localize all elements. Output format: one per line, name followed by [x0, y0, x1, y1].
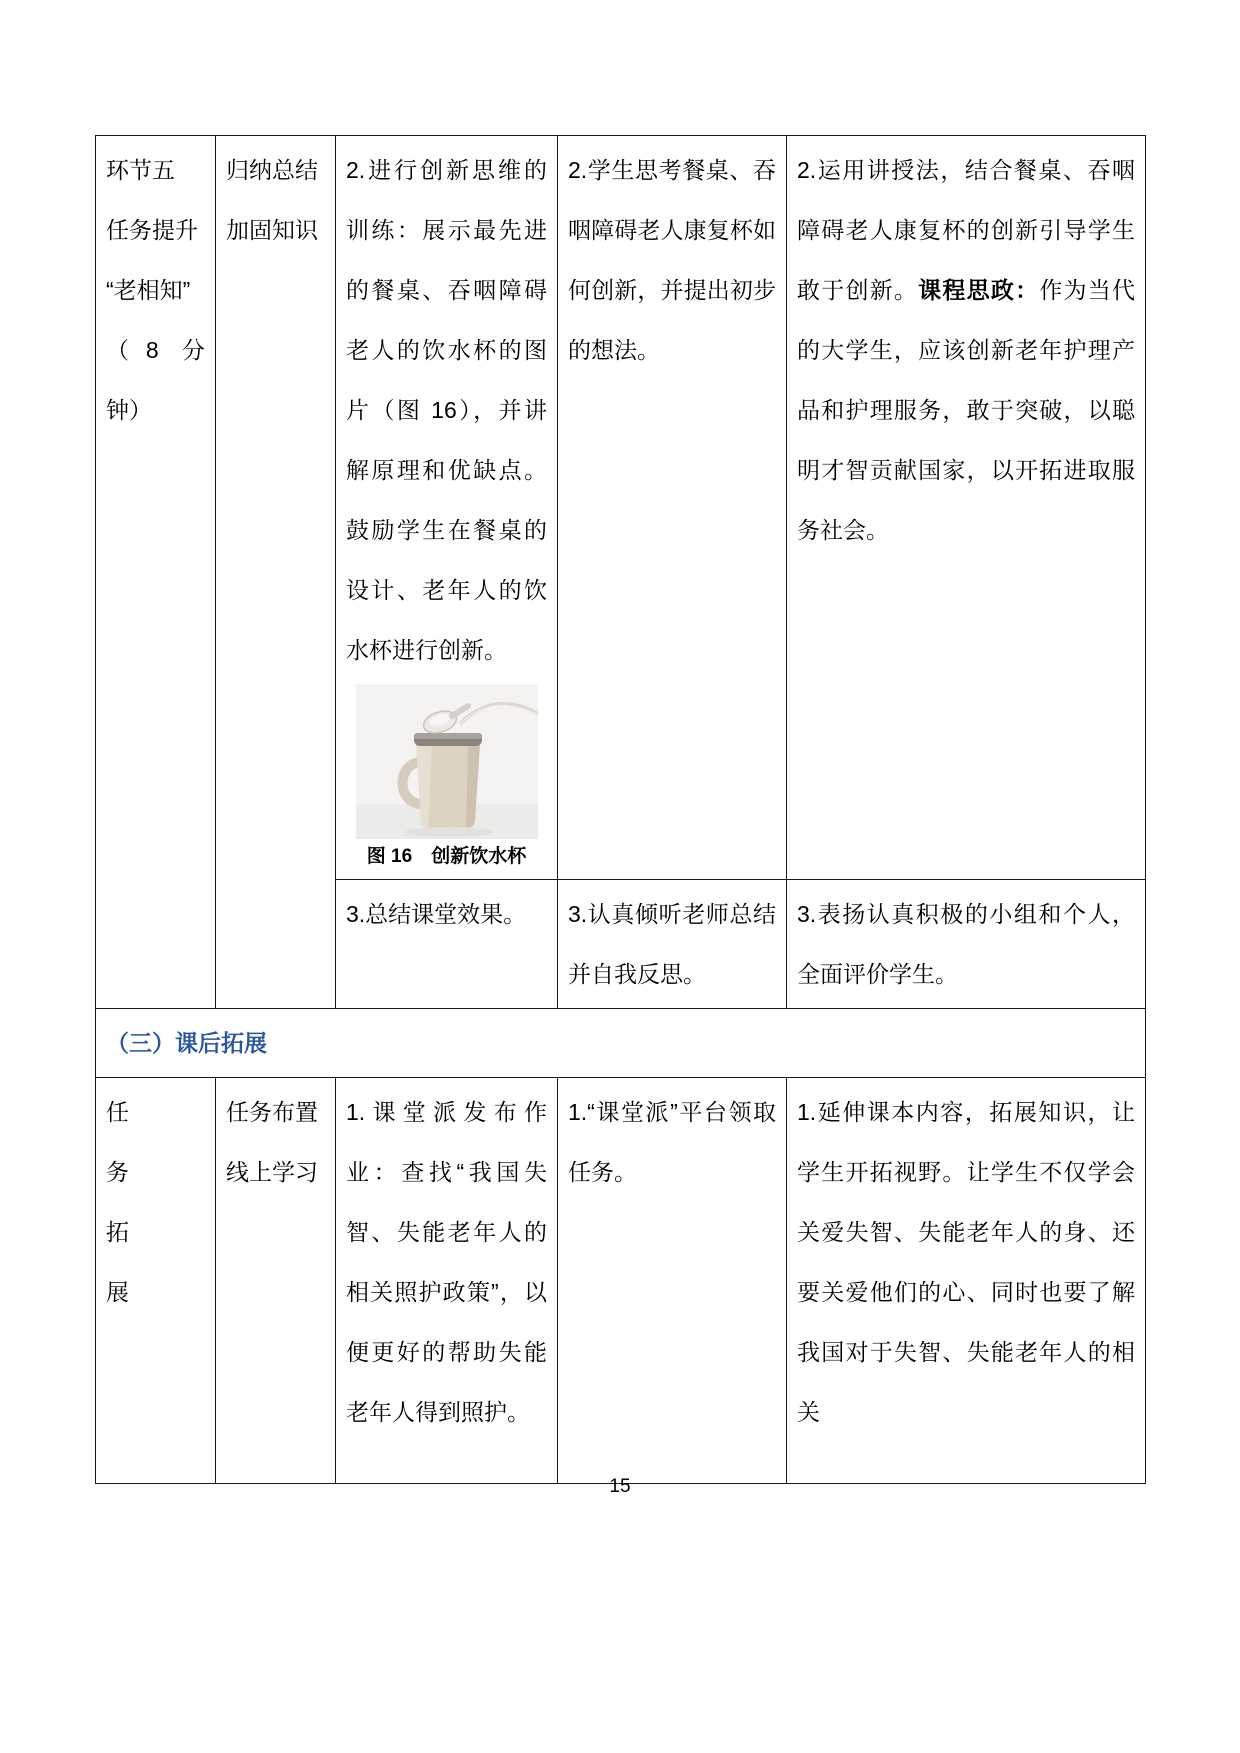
- task-extension-char1: 任: [106, 1099, 129, 1125]
- design-intent-item2-text: 2.运用讲授法，结合餐桌、吞咽障碍老人康复杯的创新引导学生敢于创新。: [797, 157, 1135, 303]
- task-extension-method-line1: 任务布置: [226, 1099, 318, 1125]
- task-extension-method-cell: [216, 1078, 336, 1484]
- stage5-teacher-activity-cell: [336, 136, 558, 880]
- student-activity-item3: 3.认真倾听老师总结并自我反思。: [568, 901, 776, 987]
- task-extension-intent-cell: [787, 1078, 1146, 1484]
- teacher-activity-item2: 2.进行创新思维的训练：展示最先进的餐桌、吞咽障碍老人的饮水杯的图片（图 16），并讲解原理和优缺点。鼓励学生在餐桌的设计、老年人的饮水杯进行创新。: [346, 157, 547, 663]
- stage5-line1: 环节五: [106, 157, 175, 183]
- design-intent-item3: 3.表扬认真积极的小组和个人，全面评价学生。: [797, 901, 1135, 987]
- task-extension-char4: 展: [106, 1279, 129, 1305]
- design-intent-item3-cell: [787, 880, 1146, 1009]
- stage5-method-cell: [216, 136, 336, 1009]
- task-extension-char2: 务: [106, 1159, 129, 1185]
- lesson-plan-table-wrap: [95, 135, 1145, 1484]
- task-extension-method-line2: 线上学习: [226, 1159, 318, 1185]
- table-row: [96, 1078, 1146, 1484]
- student-activity-item3-cell: [558, 880, 787, 1009]
- figure-16-caption: 图 16 创新饮水杯: [366, 846, 527, 867]
- innovative-cup-photo: [356, 684, 538, 839]
- task-extension-teacher-cell: [336, 1078, 558, 1484]
- stage5-method-line1: 归纳总结: [226, 157, 318, 183]
- stage5-method-line2: 加固知识: [226, 217, 318, 243]
- figure-16-block: [356, 684, 538, 875]
- design-intent-item2: [797, 140, 1135, 560]
- task-extension-char3: 拓: [106, 1219, 129, 1245]
- stage5-line2: 任务提升: [106, 217, 198, 243]
- lesson-plan-table: [95, 135, 1146, 1484]
- stage5-line4: （8 分钟）: [106, 337, 205, 423]
- task-extension-label-cell: [96, 1078, 216, 1484]
- task-extension-intent-item1: 1.延伸课本内容，拓展知识，让学生开拓视野。让学生不仅学会关爱失智、失能老年人的身、还要关爱他们的心、同时也要了解我国对于失智、失能老年人的相关: [797, 1099, 1135, 1425]
- table-row: [96, 1009, 1146, 1078]
- task-extension-student-cell: [558, 1078, 787, 1484]
- design-intent-item2-bold: 课程思政：: [918, 277, 1040, 303]
- task-extension-teacher-item1: 1.课堂派发布作业：查找“我国失智、失能老年人的相关照护政策”，以便更好的帮助失能老年人得到照护。: [346, 1099, 547, 1425]
- stage5-label-cell: [96, 136, 216, 1009]
- teacher-activity-item3-cell: [336, 880, 558, 1009]
- student-activity-item2: 2.学生思考餐桌、吞咽障碍老人康复杯如何创新，并提出初步的想法。: [568, 157, 776, 363]
- task-extension-student-item1: 1.“课堂派”平台领取任务。: [568, 1099, 776, 1185]
- table-row: [96, 136, 1146, 880]
- page-number: 15: [609, 1476, 631, 1497]
- stage5-line3: “老相知”: [106, 277, 191, 303]
- stage5-student-activity-cell: [558, 136, 787, 880]
- teacher-activity-item3: 3.总结课堂效果。: [346, 901, 527, 927]
- design-intent-item2-rest: 作为当代的大学生，应该创新老年护理产品和护理服务，敢于突破，以聪明才智贡献国家，以开拓进取服务社会。: [797, 277, 1136, 543]
- section3-header: （三）课后拓展: [96, 1009, 1146, 1078]
- stage5-design-intent-cell: [787, 136, 1146, 880]
